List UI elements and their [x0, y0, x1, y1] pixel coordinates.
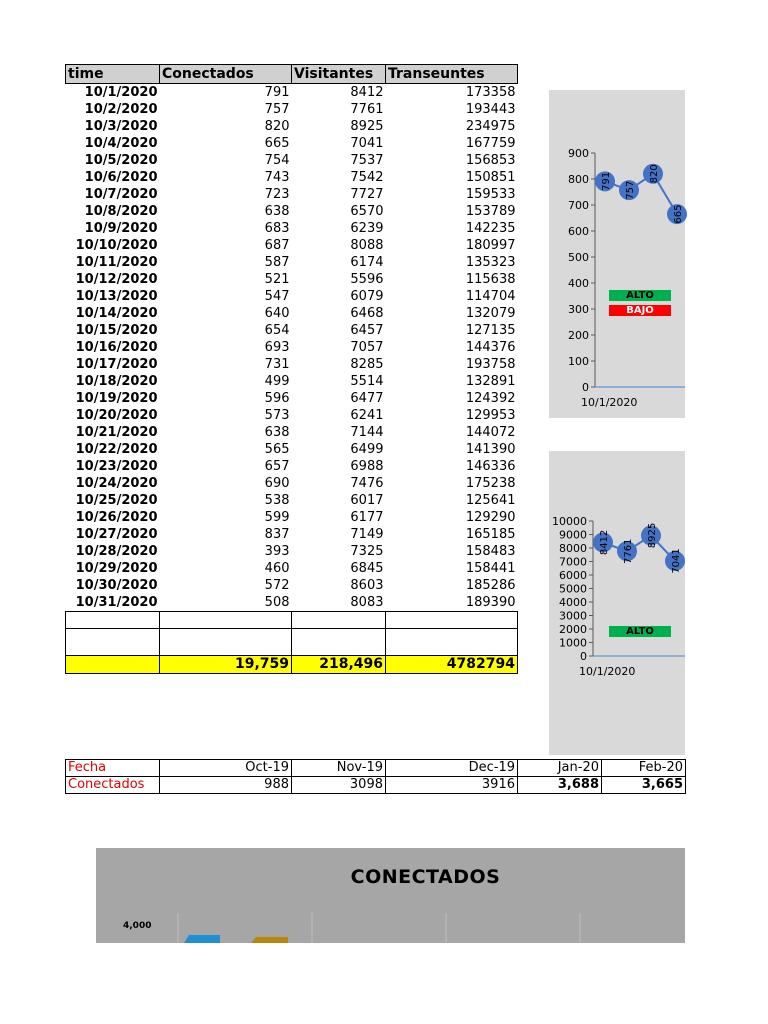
empty-row — [66, 629, 518, 656]
conectados-label[interactable]: Conectados — [66, 777, 160, 794]
column-header-conectados[interactable]: Conectados — [160, 65, 292, 84]
visitantes-cell[interactable]: 8088 — [350, 238, 384, 253]
table-row — [66, 407, 518, 424]
table-header-row — [66, 65, 518, 84]
table-row — [66, 135, 518, 152]
row-date[interactable]: 10/29/2020 — [75, 561, 158, 576]
y-tick-label: 400 — [568, 277, 589, 290]
table-row — [66, 356, 518, 373]
conectados-cell[interactable]: 837 — [264, 527, 290, 542]
bar-top-gold — [251, 937, 288, 943]
transeuntes-cell[interactable]: 185286 — [465, 578, 516, 593]
table-row — [66, 543, 518, 560]
table-row — [66, 390, 518, 407]
row-date[interactable]: 10/19/2020 — [75, 391, 158, 406]
total-label-cell[interactable] — [66, 656, 160, 674]
visitantes-cell[interactable]: 7149 — [350, 527, 384, 542]
chart-title: CONECTADOS — [350, 866, 501, 888]
y-tick-label: 0 — [582, 381, 589, 394]
table-row — [66, 288, 518, 305]
bar-chart-svg — [96, 848, 685, 943]
row-date[interactable]: 10/2/2020 — [84, 102, 158, 117]
table-row — [66, 101, 518, 118]
row-date[interactable]: 10/1/2020 — [84, 85, 158, 100]
visitantes-cell[interactable]: 7476 — [350, 476, 384, 491]
conectados-cell[interactable]: 460 — [264, 561, 290, 576]
transeuntes-cell[interactable]: 156853 — [465, 153, 516, 168]
table-row — [66, 526, 518, 543]
data-table — [65, 64, 518, 674]
transeuntes-cell[interactable]: 165185 — [465, 527, 516, 542]
visitantes-cell[interactable]: 6499 — [350, 442, 384, 457]
y-tick-label: 7000 — [559, 555, 587, 569]
table-row — [66, 169, 518, 186]
row-date[interactable]: 10/31/2020 — [75, 595, 158, 610]
conectados-cell[interactable]: 393 — [264, 544, 290, 559]
transeuntes-cell[interactable]: 153789 — [465, 204, 516, 219]
transeuntes-cell[interactable]: 135323 — [465, 255, 516, 270]
empty-cell[interactable] — [160, 629, 292, 656]
transeuntes-cell[interactable]: 144376 — [465, 340, 516, 355]
row-date[interactable]: 10/13/2020 — [75, 289, 158, 304]
table-row — [66, 118, 518, 135]
transeuntes-cell[interactable]: 144072 — [465, 425, 516, 440]
empty-cell[interactable] — [66, 629, 160, 656]
y-tick-label: 10000 — [552, 515, 587, 528]
data-label: 665 — [673, 204, 684, 224]
transeuntes-cell[interactable]: 159533 — [465, 187, 516, 202]
visitantes-cell[interactable]: 6241 — [350, 408, 384, 423]
row-date[interactable]: 10/16/2020 — [75, 340, 158, 355]
summary-value[interactable]: 988 — [160, 777, 292, 794]
y-tick-label: 500 — [568, 251, 589, 264]
visitantes-cell[interactable]: 6468 — [350, 306, 384, 321]
table-row — [66, 220, 518, 237]
table-row — [66, 84, 518, 102]
conectados-cell[interactable]: 599 — [264, 510, 290, 525]
total-cell[interactable]: 19,759 — [160, 656, 292, 674]
row-date[interactable]: 10/30/2020 — [75, 578, 158, 593]
conectados-cell[interactable]: 731 — [264, 357, 290, 372]
summary-month[interactable]: Feb-20 — [602, 760, 686, 777]
bajo-badge: BAJO — [609, 305, 671, 316]
data-label: 8925 — [647, 522, 658, 549]
conectados-chart-svg — [549, 90, 685, 418]
conectados-cell[interactable]: 683 — [264, 221, 290, 236]
row-date[interactable]: 10/26/2020 — [75, 510, 158, 525]
empty-cell[interactable] — [386, 629, 518, 656]
visitantes-cell[interactable]: 8925 — [350, 119, 384, 134]
conectados-cell[interactable]: 693 — [264, 340, 290, 355]
row-date[interactable]: 10/25/2020 — [75, 493, 158, 508]
summary-value[interactable]: 3,665 — [602, 777, 686, 794]
empty-cell[interactable] — [292, 629, 386, 656]
x-tick-label: 10/1/2020 — [581, 396, 638, 409]
transeuntes-cell[interactable]: 141390 — [465, 442, 516, 457]
table-row — [66, 271, 518, 288]
conectados-cell[interactable]: 538 — [264, 493, 290, 508]
transeuntes-cell[interactable]: 132079 — [465, 306, 516, 321]
y-tick-label: 700 — [568, 199, 589, 212]
visitantes-cell[interactable]: 8603 — [350, 578, 384, 593]
visitantes-cell[interactable]: 6988 — [350, 459, 384, 474]
conectados-cell[interactable]: 573 — [264, 408, 290, 423]
transeuntes-cell[interactable]: 173358 — [465, 85, 516, 100]
row-date[interactable]: 10/28/2020 — [75, 544, 158, 559]
y-tick-label: 100 — [568, 355, 589, 368]
visitantes-cell[interactable]: 7041 — [350, 136, 384, 151]
conectados-bar-chart[interactable] — [96, 848, 685, 943]
conectados-cell[interactable]: 754 — [264, 153, 290, 168]
empty-cell[interactable] — [160, 612, 292, 629]
conectados-cell[interactable]: 757 — [264, 102, 290, 117]
y-tick-label: 1000 — [559, 636, 587, 650]
x-tick-label: 10/1/2020 — [579, 665, 636, 678]
conectados-cell[interactable]: 657 — [264, 459, 290, 474]
summary-conectados-row — [66, 777, 686, 794]
conectados-cell[interactable]: 572 — [264, 578, 290, 593]
table-row — [66, 492, 518, 509]
row-date[interactable]: 10/23/2020 — [75, 459, 158, 474]
y-tick-label: 600 — [568, 225, 589, 238]
table-body — [66, 84, 518, 674]
total-cell[interactable]: 218,496 — [292, 656, 386, 674]
row-date[interactable]: 10/12/2020 — [75, 272, 158, 287]
table-row — [66, 509, 518, 526]
summary-month[interactable]: Dec-19 — [386, 760, 518, 777]
visitantes-cell[interactable]: 7727 — [350, 187, 384, 202]
total-cell[interactable]: 4782794 — [386, 656, 518, 674]
transeuntes-cell[interactable]: 146336 — [465, 459, 516, 474]
row-date[interactable]: 10/3/2020 — [84, 119, 158, 134]
data-label: 7041 — [671, 548, 682, 574]
table-row — [66, 322, 518, 339]
row-date[interactable]: 10/21/2020 — [75, 425, 158, 440]
conectados-cell[interactable]: 820 — [264, 119, 290, 134]
transeuntes-cell[interactable]: 234975 — [465, 119, 516, 134]
transeuntes-cell[interactable]: 193758 — [465, 357, 516, 372]
row-date[interactable]: 10/7/2020 — [84, 187, 158, 202]
conectados-cell[interactable]: 665 — [264, 136, 290, 151]
fecha-label[interactable]: Fecha — [66, 760, 160, 777]
table-row — [66, 424, 518, 441]
summary-value[interactable]: 3098 — [292, 777, 386, 794]
transeuntes-cell[interactable]: 158483 — [465, 544, 516, 559]
row-date[interactable]: 10/11/2020 — [75, 255, 158, 270]
transeuntes-cell[interactable]: 114704 — [465, 289, 516, 304]
table-row — [66, 152, 518, 169]
table-row — [66, 305, 518, 322]
empty-row — [66, 612, 518, 629]
table-row — [66, 237, 518, 254]
table-row — [66, 254, 518, 271]
summary-value[interactable]: 3916 — [386, 777, 518, 794]
row-date[interactable]: 10/22/2020 — [75, 442, 158, 457]
table-row — [66, 186, 518, 203]
visitantes-cell[interactable]: 6017 — [350, 493, 384, 508]
visitantes-cell[interactable]: 7057 — [350, 340, 384, 355]
visitantes-cell[interactable]: 6177 — [350, 510, 384, 525]
visitantes-cell[interactable]: 6174 — [350, 255, 384, 270]
y-tick-label: 800 — [568, 173, 589, 186]
transeuntes-cell[interactable]: 127135 — [465, 323, 516, 338]
empty-cell[interactable] — [292, 612, 386, 629]
transeuntes-cell[interactable]: 129953 — [465, 408, 516, 423]
row-date[interactable]: 10/4/2020 — [84, 136, 158, 151]
transeuntes-cell[interactable]: 150851 — [465, 170, 516, 185]
table-row — [66, 560, 518, 577]
y-tick-label: 4,000 — [123, 921, 152, 931]
table-row — [66, 339, 518, 356]
transeuntes-cell[interactable]: 125641 — [465, 493, 516, 508]
conectados-cell[interactable]: 743 — [264, 170, 290, 185]
visitantes-cell[interactable]: 6239 — [350, 221, 384, 236]
table-row — [66, 475, 518, 492]
row-date[interactable]: 10/6/2020 — [84, 170, 158, 185]
visitantes-cell[interactable]: 7542 — [350, 170, 384, 185]
visitantes-cell[interactable]: 6477 — [350, 391, 384, 406]
transeuntes-cell[interactable]: 129290 — [465, 510, 516, 525]
transeuntes-cell[interactable]: 193443 — [465, 102, 516, 117]
column-header-time[interactable]: time — [66, 65, 160, 84]
visitantes-cell[interactable]: 7325 — [350, 544, 384, 559]
y-tick-label: 4000 — [559, 596, 587, 609]
empty-cell[interactable] — [386, 612, 518, 629]
summary-month[interactable]: Nov-19 — [292, 760, 386, 777]
alto-badge: ALTO — [609, 626, 671, 637]
y-tick-label: 3000 — [559, 609, 587, 623]
visitantes-cell[interactable]: 7537 — [350, 153, 384, 168]
transeuntes-cell[interactable]: 142235 — [465, 221, 516, 236]
visitantes-cell[interactable]: 5514 — [350, 374, 384, 389]
conectados-cell[interactable]: 654 — [264, 323, 290, 338]
visitantes-cell[interactable]: 7761 — [350, 102, 384, 117]
column-header-visitantes[interactable]: Visitantes — [292, 65, 386, 84]
series-line — [603, 536, 675, 564]
row-date[interactable]: 10/10/2020 — [75, 238, 158, 253]
transeuntes-cell[interactable]: 175238 — [465, 476, 516, 491]
y-tick-label: 5000 — [559, 582, 587, 596]
visitantes-cell[interactable]: 8083 — [350, 595, 384, 610]
table-row — [66, 458, 518, 475]
transeuntes-cell[interactable]: 115638 — [465, 272, 516, 287]
summary-month[interactable]: Oct-19 — [160, 760, 292, 777]
row-date[interactable]: 10/14/2020 — [75, 306, 158, 321]
conectados-cell[interactable]: 565 — [264, 442, 290, 457]
visitantes-cell[interactable]: 7144 — [350, 425, 384, 440]
conectados-cell[interactable]: 508 — [264, 595, 290, 610]
transeuntes-cell[interactable]: 180997 — [465, 238, 516, 253]
conectados-cell[interactable]: 723 — [264, 187, 290, 202]
conectados-cell[interactable]: 521 — [264, 272, 290, 287]
row-date[interactable]: 10/24/2020 — [75, 476, 158, 491]
data-label: 8412 — [599, 529, 610, 556]
column-header-transeuntes[interactable]: Transeuntes — [386, 65, 518, 84]
conectados-cell[interactable]: 638 — [264, 425, 290, 440]
visitantes-cell[interactable]: 6457 — [350, 323, 384, 338]
alto-badge: ALTO — [609, 290, 671, 301]
data-label: 757 — [625, 180, 636, 200]
data-label: 791 — [601, 171, 612, 191]
summary-value[interactable]: 3,688 — [518, 777, 602, 794]
y-tick-label: 200 — [568, 329, 589, 342]
conectados-cell[interactable]: 547 — [264, 289, 290, 304]
row-date[interactable]: 10/15/2020 — [75, 323, 158, 338]
empty-cell[interactable] — [66, 612, 160, 629]
conectados-cell[interactable]: 596 — [264, 391, 290, 406]
y-tick-label: 6000 — [559, 569, 587, 582]
transeuntes-cell[interactable]: 158441 — [465, 561, 516, 576]
row-date[interactable]: 10/27/2020 — [75, 527, 158, 542]
conectados-cell[interactable]: 687 — [264, 238, 290, 253]
y-tick-label: 900 — [568, 147, 589, 160]
transeuntes-cell[interactable]: 132891 — [465, 374, 516, 389]
visitantes-cell[interactable]: 6845 — [350, 561, 384, 576]
visitantes-cell[interactable]: 8285 — [350, 357, 384, 372]
totals-row — [66, 656, 518, 674]
y-tick-label: 0 — [580, 650, 587, 663]
conectados-cell[interactable]: 791 — [264, 85, 290, 100]
row-date[interactable]: 10/9/2020 — [84, 221, 158, 236]
summary-fecha-row — [66, 760, 686, 777]
table-row — [66, 203, 518, 220]
table-row — [66, 594, 518, 612]
y-tick-label: 2000 — [559, 623, 587, 636]
series-line — [605, 174, 677, 214]
summary-month[interactable]: Jan-20 — [518, 760, 602, 777]
conectados-cell[interactable]: 638 — [264, 204, 290, 219]
conectados-line-chart[interactable] — [549, 90, 685, 418]
visitantes-chart-svg — [549, 451, 685, 755]
conectados-cell[interactable]: 640 — [264, 306, 290, 321]
y-tick-label: 9000 — [559, 528, 587, 542]
table-row — [66, 373, 518, 390]
conectados-cell[interactable]: 587 — [264, 255, 290, 270]
data-label: 820 — [649, 164, 660, 184]
visitantes-line-chart[interactable] — [549, 451, 685, 755]
visitantes-cell[interactable]: 8412 — [350, 85, 384, 100]
bar-top-blue — [184, 935, 220, 943]
row-date[interactable]: 10/18/2020 — [75, 374, 158, 389]
conectados-cell[interactable]: 690 — [264, 476, 290, 491]
row-date[interactable]: 10/20/2020 — [75, 408, 158, 423]
transeuntes-cell[interactable]: 124392 — [465, 391, 516, 406]
y-tick-label: 8000 — [559, 542, 587, 555]
visitantes-cell[interactable]: 6079 — [350, 289, 384, 304]
visitantes-cell[interactable]: 6570 — [350, 204, 384, 219]
data-label: 7761 — [623, 538, 634, 564]
row-date[interactable]: 10/8/2020 — [84, 204, 158, 219]
conectados-cell[interactable]: 499 — [264, 374, 290, 389]
visitantes-cell[interactable]: 5596 — [350, 272, 384, 287]
row-date[interactable]: 10/5/2020 — [84, 153, 158, 168]
row-date[interactable]: 10/17/2020 — [75, 357, 158, 372]
table-row — [66, 441, 518, 458]
y-tick-label: 300 — [568, 303, 589, 316]
transeuntes-cell[interactable]: 189390 — [465, 595, 516, 610]
summary-table — [65, 759, 686, 794]
table-row — [66, 577, 518, 594]
transeuntes-cell[interactable]: 167759 — [465, 136, 516, 151]
